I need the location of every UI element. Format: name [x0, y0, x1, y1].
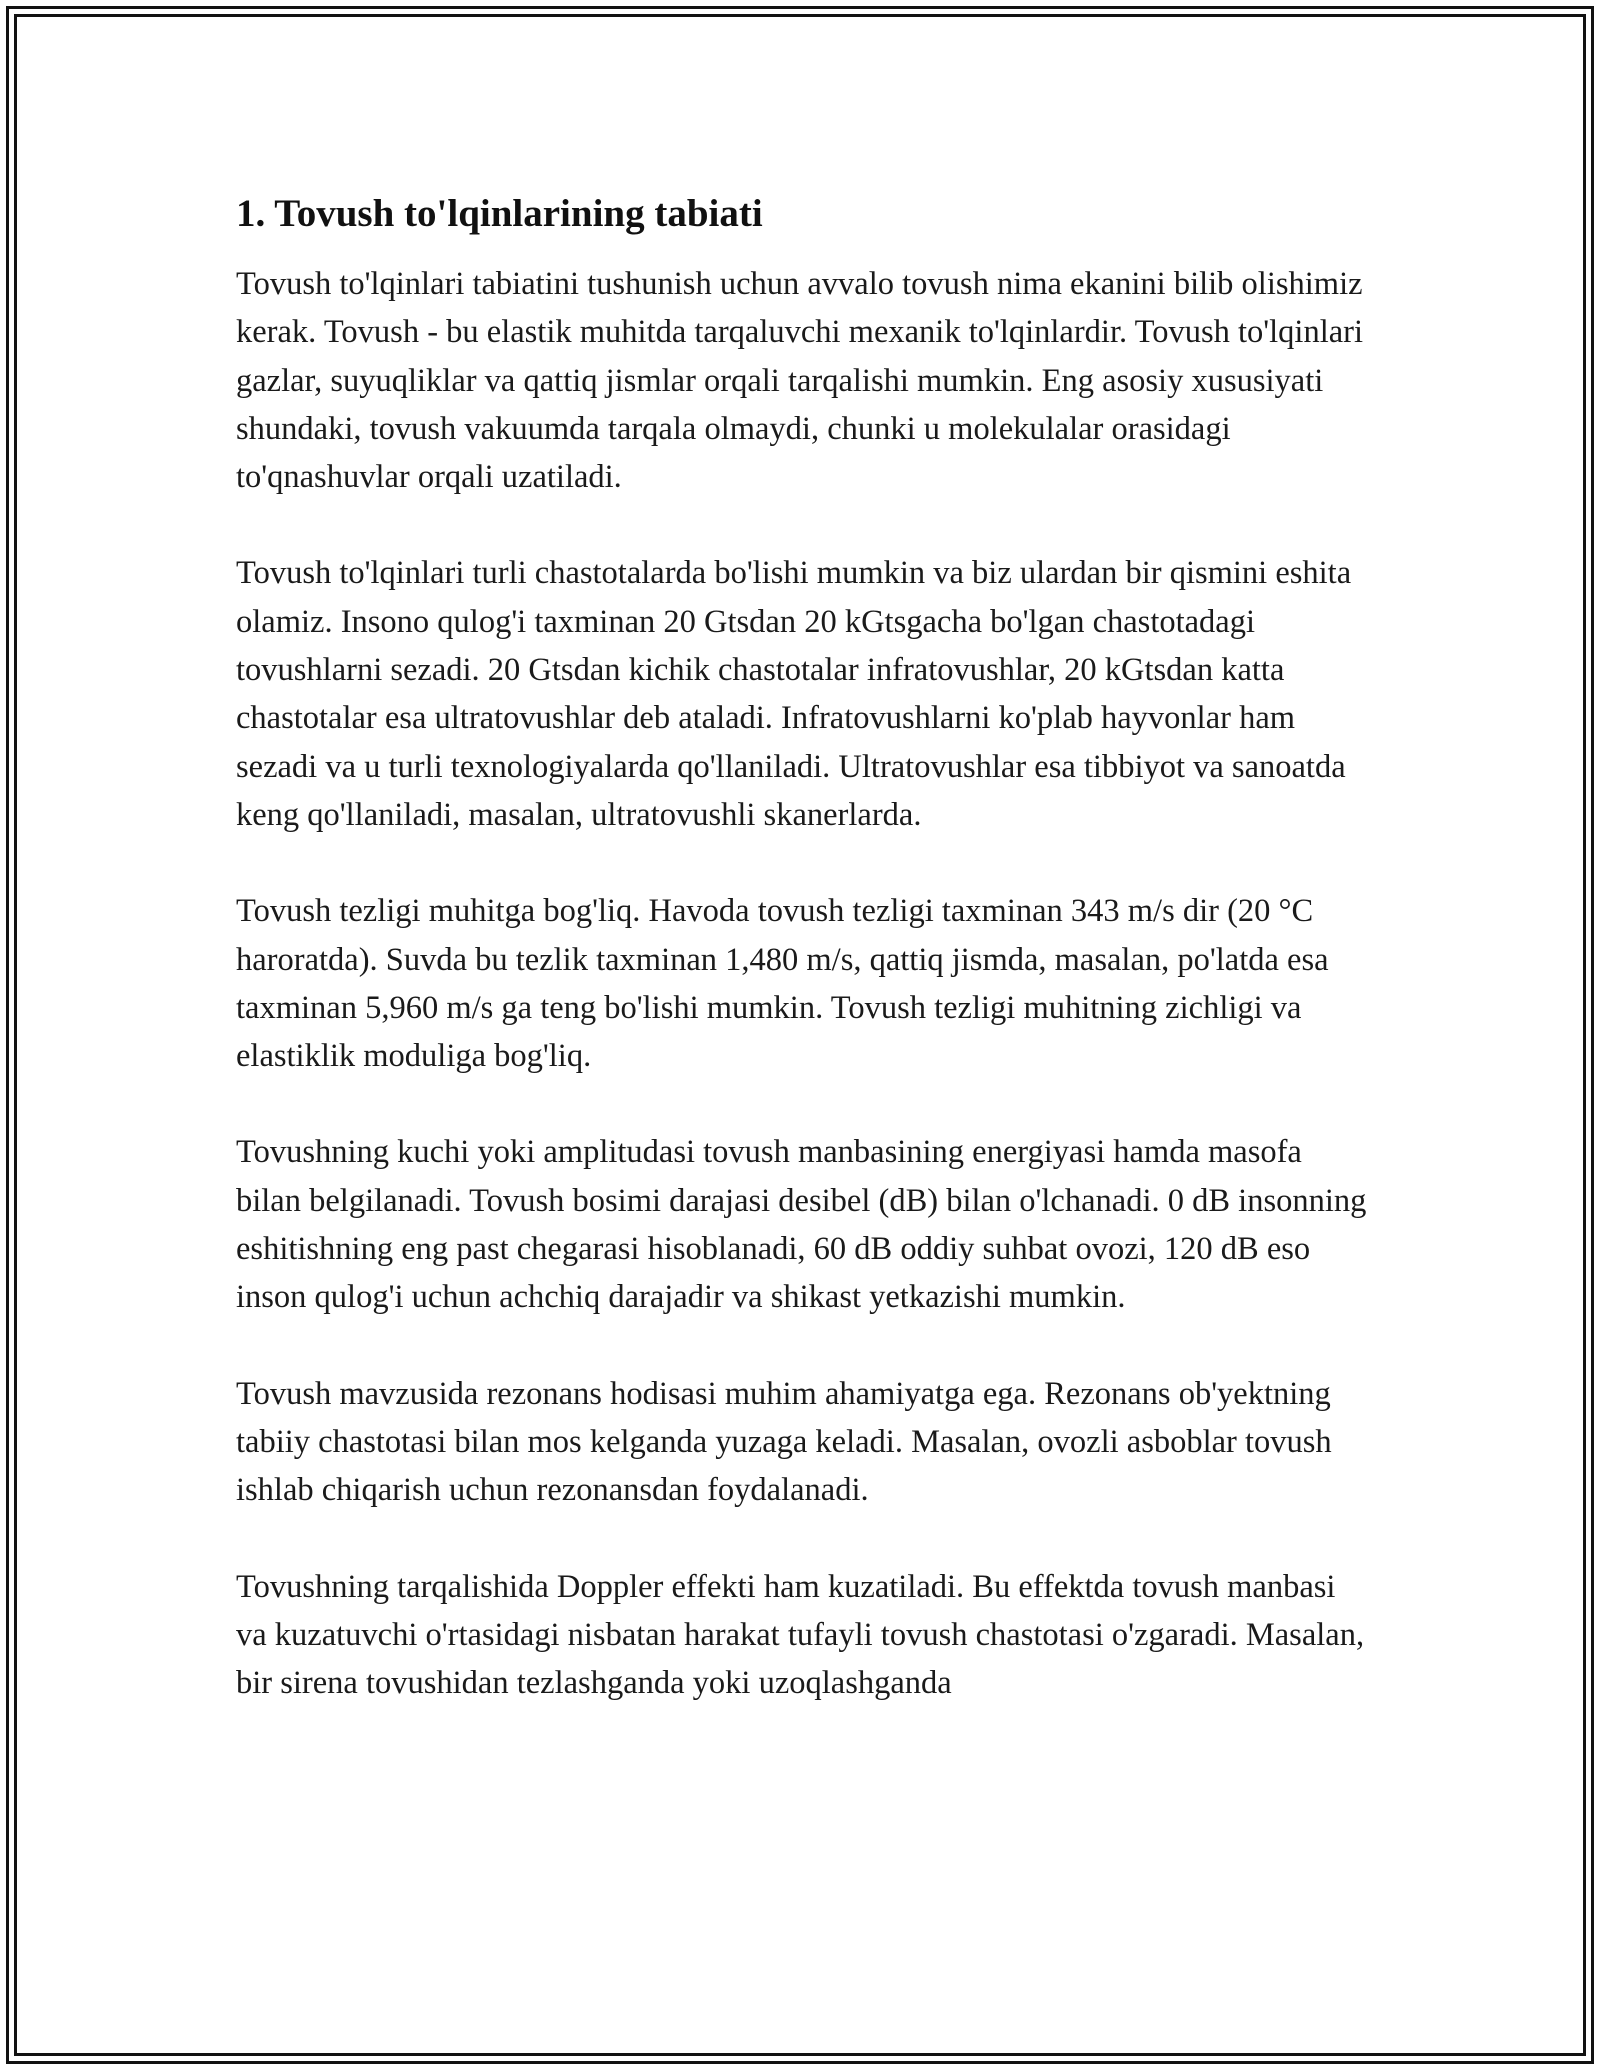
paragraph-6: Tovushning tarqalishida Doppler effekti ham kuzatiladi. Bu effektda tovush manbasi va kuzatuvchi o'rtasidagi nisbatan harakat tufayli tovush chastotasi o'zgaradi. Masalan, bir sirena tovushidan tezlashganda yoki uzoqlashganda [236, 1568, 1365, 1702]
paragraph-2: Tovush to'lqinlari turli chastotalarda bo'lishi mumkin va biz ulardan bir qismini eshita olamiz. Insono qulog'i taxminan 20 Gtsdan 20 kGtsgacha bo'lgan chastotadagi tovushlarni sezadi. 20 Gtsdan kichik chastotalar infratovushlar, 20 kGtsdan katta chastotalar esa ultratovushlar deb ataladi. Infratovushlarni ko'plab hayvonlar ham sezadi va u turli texnologiyalarda qo'llaniladi. Ultratovushlar esa tibbiyot va sanoatda keng qo'llaniladi, masalan, ultratovushli skanerlarda. [236, 555, 1352, 833]
document-body [236, 186, 1368, 1755]
paragraph-5: Tovush mavzusida rezonans hodisasi muhim ahamiyatga ega. Rezonans ob'yektning tabiiy chastotasi bilan mos kelganda yuzaga keladi. Masalan, ovozli asboblar tovush ishlab chiqarish uchun rezonansdan foydalanadi. [236, 1375, 1332, 1509]
section-heading: 1. Tovush to'lqinlarining tabiati [236, 192, 763, 235]
paragraph-3: Tovush tezligi muhitga bog'liq. Havoda tovush tezligi taxminan 343 m/s dir (20 °C haroratda). Suvda bu tezlik taxminan 1,480 m/s, qattiq jismda, masalan, po'latda esa taxminan 5,960 m/s ga teng bo'lishi mumkin. Tovush tezligi muhitning zichligi va elastiklik moduliga bog'liq. [236, 893, 1329, 1075]
paragraph-1: Tovush to'lqinlari tabiatini tushunish uchun avvalo tovush nima ekanini bilib olishimiz kerak. Tovush - bu elastik muhitda tarqaluvchi mexanik to'lqinlardir. Tovush to'lqinlari gazlar, suyuqliklar va qattiq jismlar orqali tarqalishi mumkin. Eng asosiy xususiyati shundaki, tovush vakuumda tarqala olmaydi, chunki u molekulalar orasidagi to'qnashuvlar orqali uzatiladi. [236, 266, 1364, 496]
paragraph-4: Tovushning kuchi yoki amplitudasi tovush manbasining energiyasi hamda masofa bilan belgilanadi. Tovush bosimi darajasi desibel (dB) bilan o'lchanadi. 0 dB insonning eshitishning eng past chegarasi hisoblanadi, 60 dB oddiy suhbat ovozi, 120 dB eso inson qulog'i uchun achchiq darajadir va shikast yetkazishi mumkin. [236, 1134, 1367, 1316]
